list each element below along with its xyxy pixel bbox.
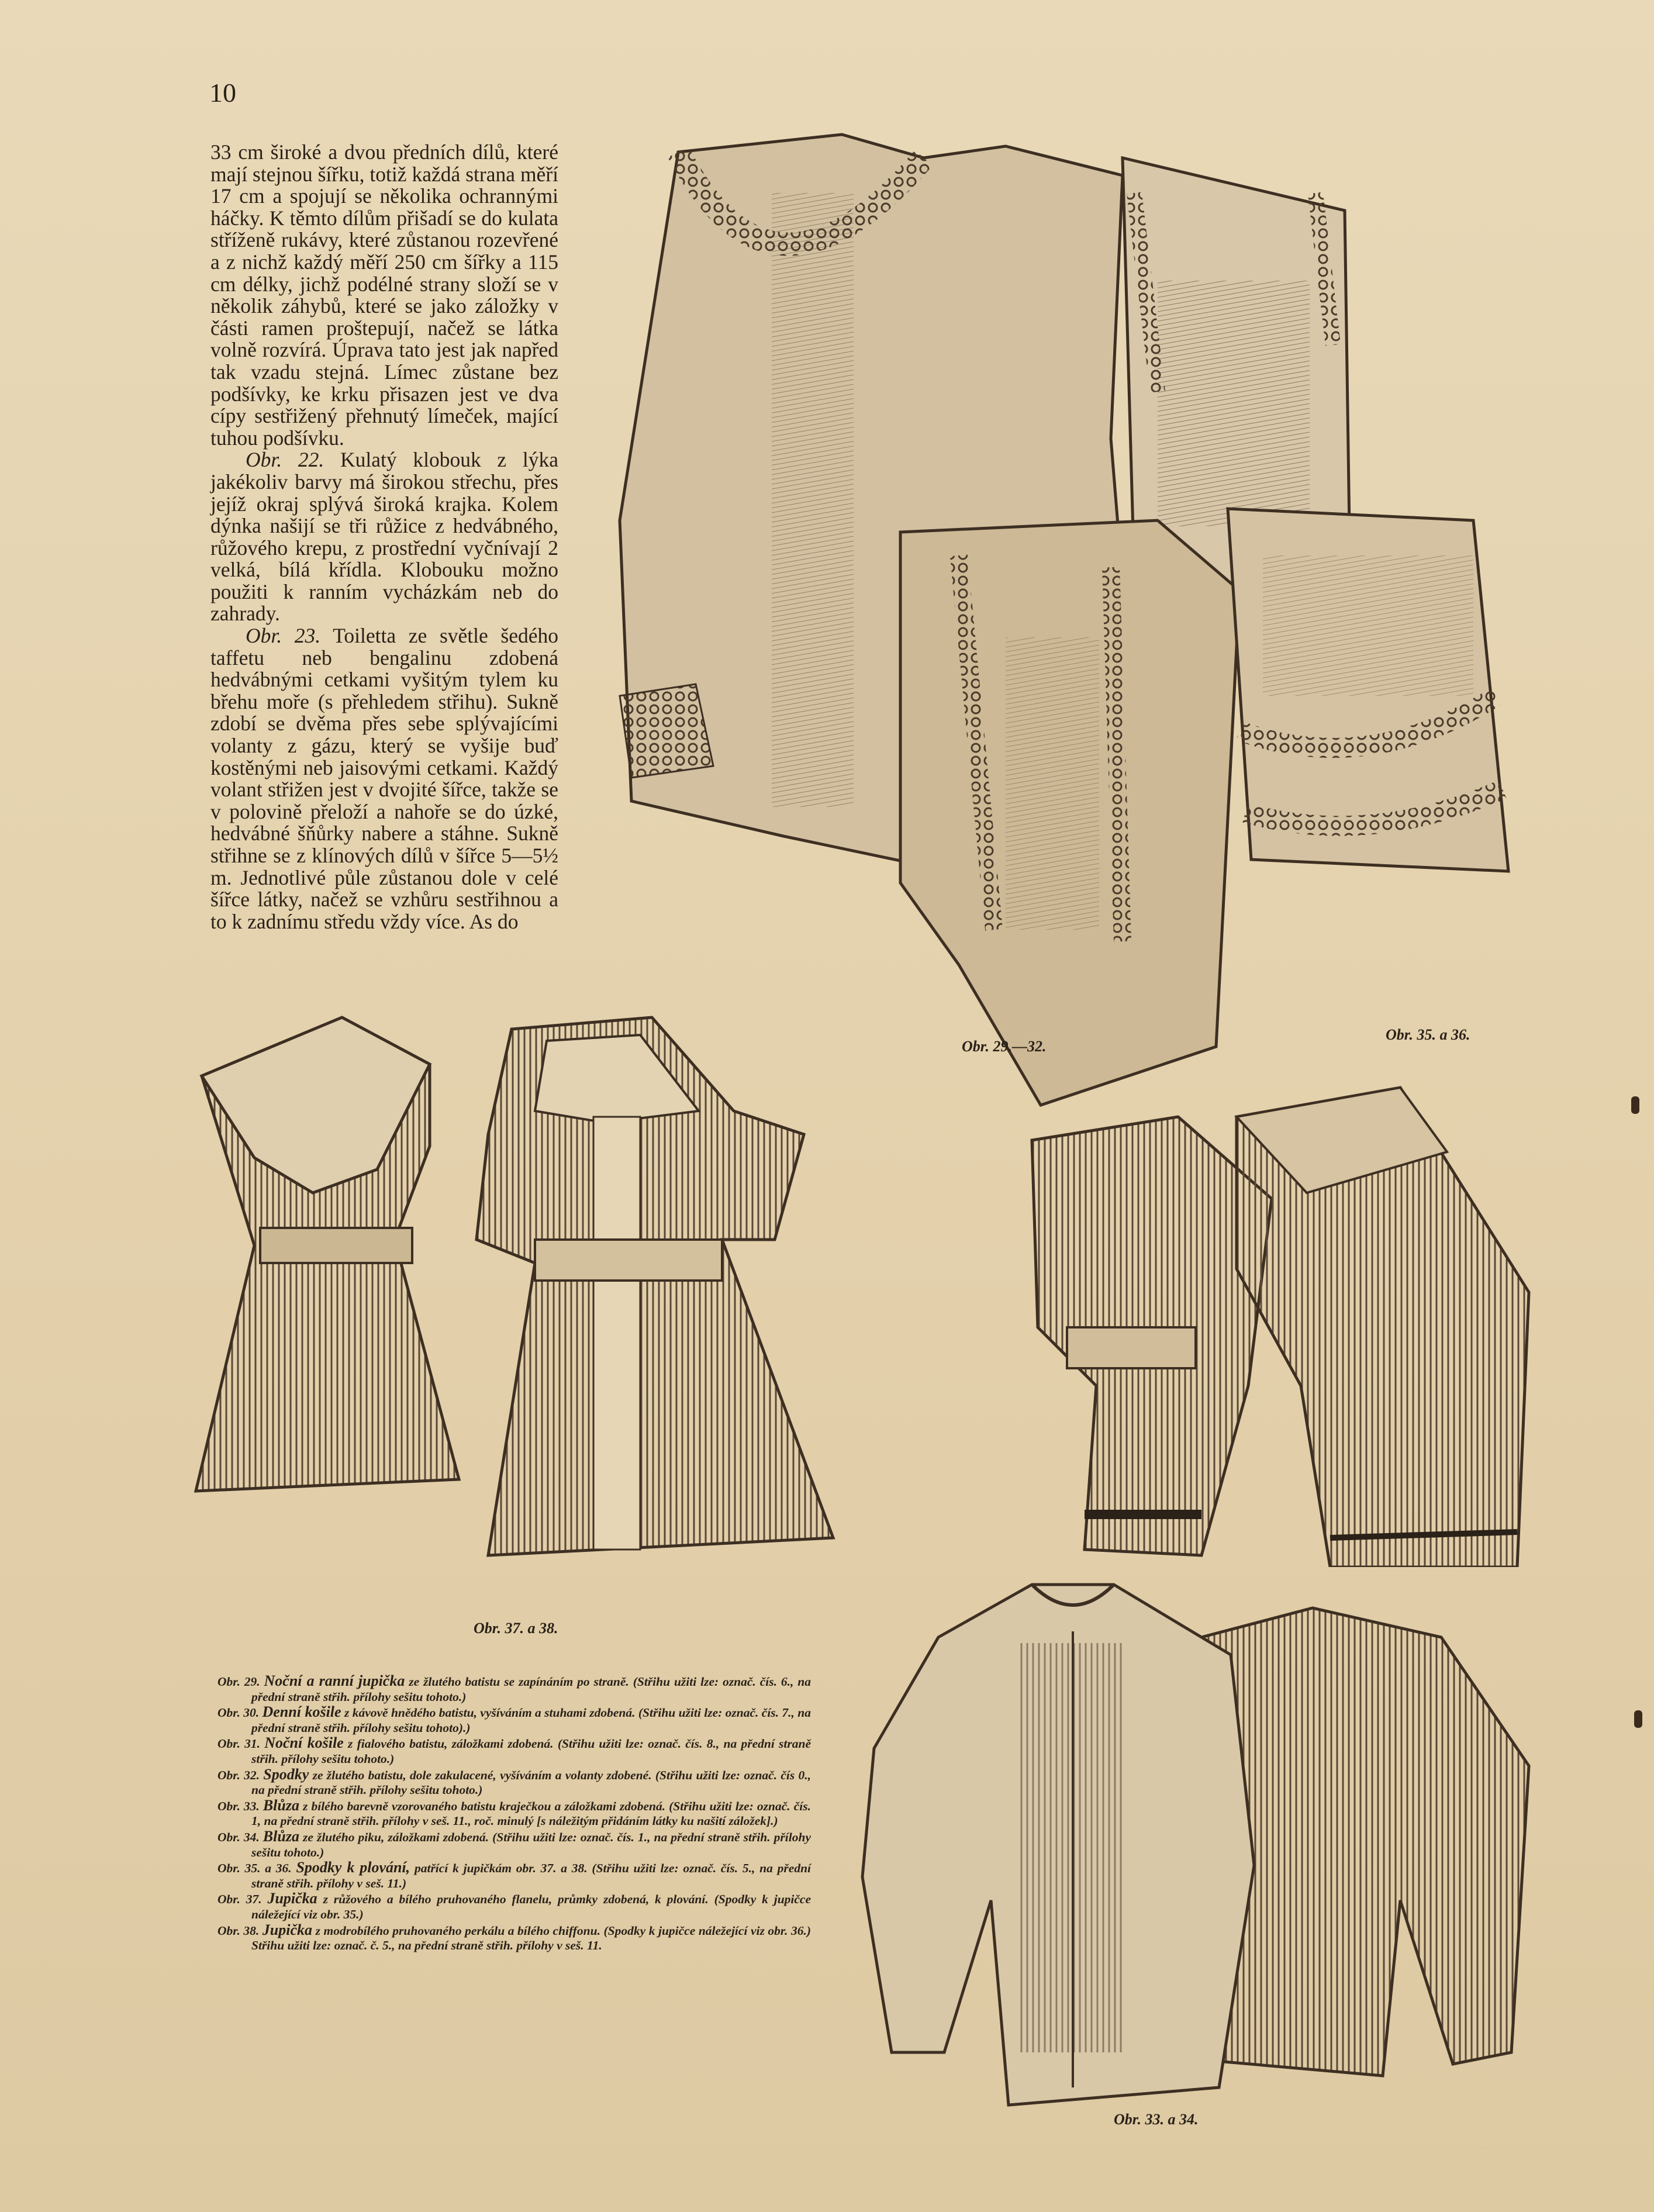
legend-title: Jupička bbox=[267, 1890, 317, 1907]
legend-title: Spodky k plování, bbox=[296, 1859, 410, 1876]
legend-entry bbox=[217, 1923, 811, 1954]
legend-title: Noční a ranní jupička bbox=[264, 1672, 405, 1689]
legend-number: Obr. 33. bbox=[217, 1799, 260, 1813]
legend-title: Denní košile bbox=[262, 1703, 341, 1721]
legend-entry bbox=[217, 1673, 811, 1704]
article-text bbox=[210, 142, 558, 933]
binding-mark bbox=[1634, 1710, 1642, 1728]
figure-ref: Obr. 23. bbox=[246, 624, 321, 648]
legend-number: Obr. 32. bbox=[217, 1768, 260, 1782]
legend-entry bbox=[217, 1704, 811, 1735]
legend-title: Jupička bbox=[262, 1921, 313, 1938]
page-number: 10 bbox=[209, 78, 236, 108]
paragraph-text: 33 cm široké a dvou předních dílů, které mají stejnou šířku, totiž každá strana měří 17 cm a spojují se několika ochrannými háčky. K těmto dílům přišadí se do kulata stříženě rukávy, které zůstanou rozevřené a z nichž každý měří 250 cm šířky a 115 cm délky, jichž podélné strany složí se v několik záhybů, které se jako záložky v části ramen proštepují, načež se látka volně rozvírá. Úprava tato jest jak napřed tak vzadu stejná. Límec zůstane bez podšívky, ke krku přisazen jest ve dva cípy sestřižený přehnutý límeček, mající tuhou podšívku. bbox=[210, 140, 558, 450]
paragraph bbox=[210, 625, 558, 933]
engraving-bathing-drawers bbox=[1026, 1082, 1541, 1567]
caption-fig33-34: Obr. 33. a 34. bbox=[1114, 2111, 1199, 2128]
legend-entry bbox=[217, 1798, 811, 1829]
legend-number: Obr. 31. bbox=[217, 1737, 260, 1751]
illustration-blouses bbox=[857, 1573, 1541, 2117]
legend-entry bbox=[217, 1735, 811, 1766]
legend-text: z modrobílého pruhovaného perkálu a bílého chiffonu. (Spodky k jupičce náležející viz obr. 36.) Střihu užiti lze: označ. č. 5., na přední straně střih. přílohy v seš. 11. bbox=[251, 1923, 812, 1953]
figure-legend bbox=[217, 1673, 811, 1954]
legend-text: z fialového batistu, záložkami zdobená. (Střihu užiti lze: označ. čís. 8., na přední straně střih. přílohy sešitu tohoto.) bbox=[251, 1737, 812, 1766]
legend-entry bbox=[217, 1767, 811, 1798]
engraving-blouses bbox=[857, 1573, 1541, 2117]
legend-entry bbox=[217, 1829, 811, 1860]
paragraph bbox=[210, 449, 558, 625]
legend-title: Blůza bbox=[263, 1827, 299, 1845]
legend-text: z kávově hnědého batistu, vyšíváním a stuhami zdobená. (Střihu užiti lze: označ. čís. 7., na přední straně střih. přílohy sešitu tohoto).) bbox=[251, 1706, 812, 1735]
legend-entry bbox=[217, 1860, 811, 1891]
legend-number: Obr. 37. bbox=[217, 1892, 262, 1907]
legend-text: ze žlutého piku, záložkami zdobená. (Střihu užiti lze: označ. čís. 1., na přední straně střih. přílohy sešitu tohoto.) bbox=[251, 1830, 811, 1859]
binding-mark bbox=[1631, 1096, 1639, 1114]
legend-entry bbox=[217, 1891, 811, 1922]
legend-text: patřící k jupičkám obr. 37. a 38. (Střihu užiti lze: označ. čís. 5., na přední straně střih. přílohy v seš. 11.) bbox=[251, 1861, 812, 1890]
legend-number: Obr. 34. bbox=[217, 1830, 260, 1844]
legend-number: Obr. 35. a 36. bbox=[217, 1861, 292, 1876]
legend-title: Blůza bbox=[263, 1796, 299, 1814]
caption-fig29-32: Obr. 29.—32. bbox=[962, 1038, 1047, 1055]
legend-title: Noční košile bbox=[264, 1734, 344, 1752]
legend-number: Obr. 38. bbox=[217, 1923, 260, 1938]
illustration-lingerie bbox=[596, 111, 1543, 1117]
figure-ref: Obr. 22. bbox=[246, 448, 324, 472]
legend-number: Obr. 30. bbox=[217, 1706, 260, 1720]
engraving-girls-dresses bbox=[184, 994, 862, 1602]
legend-text: z růžového a bílého pruhovaného flanelu, průmky zdobená, k plování. (Spodky k jupičce náležející viz obr. 35.) bbox=[251, 1892, 812, 1921]
legend-text: z bílého barevně vzorovaného batistu kraječkou a záložkami zdobená. (Střihu užiti lze: označ. čís. 1, na přední straně střih. přílohy v seš. 11., roč. minulý [s náležitým přidáním látky ku našití záložek].) bbox=[251, 1799, 811, 1828]
legend-text: ze žlutého batistu se zapínáním po straně. (Střihu užiti lze: označ. čís. 6., na přední straně střih. přílohy sešitu tohoto.) bbox=[251, 1675, 811, 1704]
illustration-girls-dresses bbox=[184, 994, 862, 1602]
illustration-bathing-drawers bbox=[1026, 1082, 1541, 1567]
paragraph-text: Kulatý klobouk z lýka jakékoliv barvy má širokou střechu, přes jejíž okraj splývá široká krajka. Kolem dýnka našijí se tři růžice z hedvábného, růžového krepu, z prostřední vyčnívají 2 velká, bílá křídla. Klobouku možno použiti k ranním vycházkám neb do zahrady. bbox=[210, 448, 559, 626]
legend-number: Obr. 29. bbox=[217, 1675, 260, 1689]
legend-title: Spodky bbox=[263, 1765, 309, 1783]
legend-text: ze žlutého batistu, dole zakulacené, vyšíváním a volanty zdobené. (Střihu užiti lze: označ. čís 0., na přední straně střih. přílohy sešitu tohoto.) bbox=[251, 1768, 812, 1797]
caption-fig37-38: Obr. 37. a 38. bbox=[474, 1620, 558, 1637]
paragraph-text: Toiletta ze světle šedého taffetu neb bengalinu zdobená hedvábnými cetkami vyšitým tylem ku břehu moře (s přehledem střihu). Sukně zdobí se dvěma přes sebe splývajícími volanty z gázu, který se vyšije buď kostěnými neb jaisovými cetkami. Každý volant střižen jest v dvojité šířce, takže se v polovině přeloží a nahoře se do úzké, hedvábné šňůrky nabere a stáhne. Sukně střihne se z klínových dílů v šířce 5—5½ m. Jednotlivé půle zůstanou dole v celé šířce látky, načež se vzhůru sestřihnou a to k zadnímu středu vždy více. As do bbox=[210, 624, 558, 933]
caption-fig35-36: Obr. 35. a 36. bbox=[1386, 1026, 1470, 1043]
paragraph bbox=[210, 142, 558, 449]
engraving-lingerie bbox=[596, 111, 1543, 1117]
